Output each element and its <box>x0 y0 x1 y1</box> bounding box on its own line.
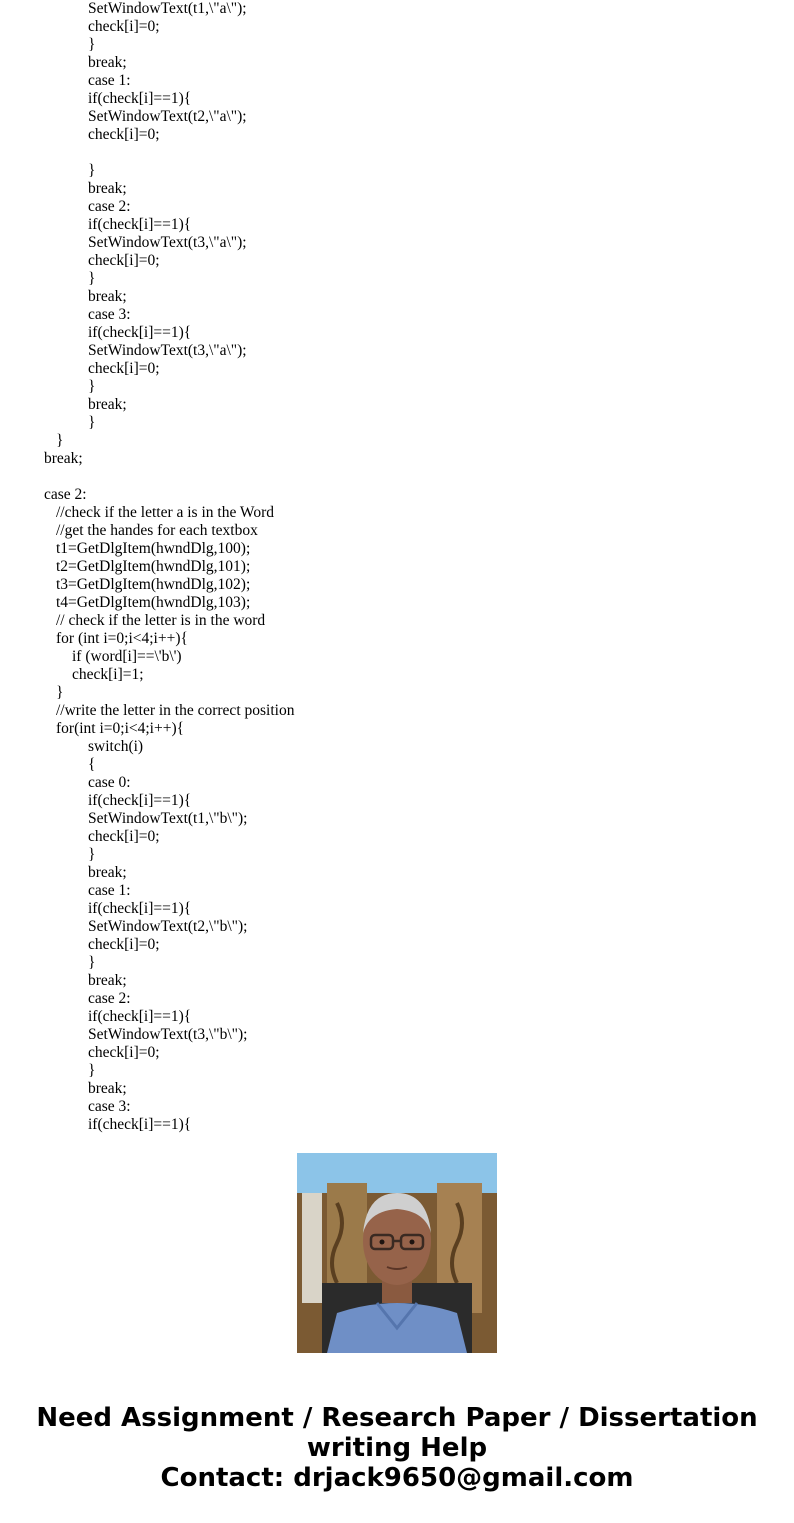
code-line: SetWindowText(t3,\"a\"); <box>88 234 247 251</box>
code-line: if(check[i]==1){ <box>88 90 192 107</box>
code-line: if(check[i]==1){ <box>88 1008 192 1025</box>
code-line: case 3: <box>88 306 131 323</box>
code-line: check[i]=0; <box>88 936 160 953</box>
code-line: SetWindowText(t1,\"a\"); <box>88 0 247 17</box>
code-line: SetWindowText(t3,\"a\"); <box>88 342 247 359</box>
code-line: check[i]=0; <box>88 126 160 143</box>
code-line: t4=GetDlgItem(hwndDlg,103); <box>56 594 251 611</box>
code-line: } <box>56 684 64 701</box>
code-line: break; <box>88 288 127 305</box>
code-line: break; <box>88 1080 127 1097</box>
code-line: if(check[i]==1){ <box>88 324 192 341</box>
code-line: check[i]=0; <box>88 252 160 269</box>
code-line: //write the letter in the correct position <box>56 702 295 719</box>
code-line: check[i]=0; <box>88 828 160 845</box>
code-line: t3=GetDlgItem(hwndDlg,102); <box>56 576 251 593</box>
code-line: //check if the letter a is in the Word <box>56 504 274 521</box>
code-line: break; <box>88 54 127 71</box>
code-line: break; <box>44 450 83 467</box>
code-line: // check if the letter is in the word <box>56 612 266 629</box>
banner-line-1: Need Assignment / Research Paper / Dissertation <box>36 1403 758 1433</box>
code-line: } <box>88 954 96 971</box>
code-line: check[i]=1; <box>72 666 144 683</box>
code-line: for (int i=0;i<4;i++){ <box>56 630 188 647</box>
code-line: { <box>88 756 96 773</box>
code-line: } <box>88 378 96 395</box>
code-line: SetWindowText(t1,\"b\"); <box>88 810 248 827</box>
code-line: } <box>88 414 96 431</box>
code-line: } <box>88 162 96 179</box>
code-line: break; <box>88 396 127 413</box>
code-line: } <box>56 432 64 449</box>
code-line: } <box>88 846 96 863</box>
code-line: if (word[i]==\'b\') <box>72 648 182 665</box>
code-line: SetWindowText(t2,\"b\"); <box>88 918 248 935</box>
code-line: break; <box>88 180 127 197</box>
banner-line-2: writing Help <box>306 1433 488 1463</box>
code-line: SetWindowText(t2,\"a\"); <box>88 108 247 125</box>
code-line: } <box>88 1062 96 1079</box>
code-line: break; <box>88 972 127 989</box>
contact-email: Contact: drjack9650@gmail.com <box>160 1463 634 1493</box>
code-line: check[i]=0; <box>88 360 160 377</box>
code-line: case 2: <box>88 990 131 1007</box>
code-line: check[i]=0; <box>88 1044 160 1061</box>
code-line: break; <box>88 864 127 881</box>
code-line: case 1: <box>88 882 131 899</box>
code-line: if(check[i]==1){ <box>88 1116 192 1133</box>
code-line: case 2: <box>44 486 87 503</box>
avatar <box>297 1153 497 1353</box>
contact-banner <box>0 1403 794 1493</box>
code-line: case 0: <box>88 774 131 791</box>
code-line: if(check[i]==1){ <box>88 900 192 917</box>
code-line: } <box>88 36 96 53</box>
code-line: for(int i=0;i<4;i++){ <box>56 720 185 737</box>
code-line: } <box>88 270 96 287</box>
code-line: //get the handes for each textbox <box>56 522 258 539</box>
code-line: if(check[i]==1){ <box>88 792 192 809</box>
code-line: case 1: <box>88 72 131 89</box>
code-line: case 2: <box>88 198 131 215</box>
code-line: SetWindowText(t3,\"b\"); <box>88 1026 248 1043</box>
code-line: if(check[i]==1){ <box>88 216 192 233</box>
code-line: switch(i) <box>88 738 144 755</box>
code-line: t2=GetDlgItem(hwndDlg,101); <box>56 558 251 575</box>
code-line: t1=GetDlgItem(hwndDlg,100); <box>56 540 251 557</box>
code-line: case 3: <box>88 1098 131 1115</box>
code-line: check[i]=0; <box>88 18 160 35</box>
